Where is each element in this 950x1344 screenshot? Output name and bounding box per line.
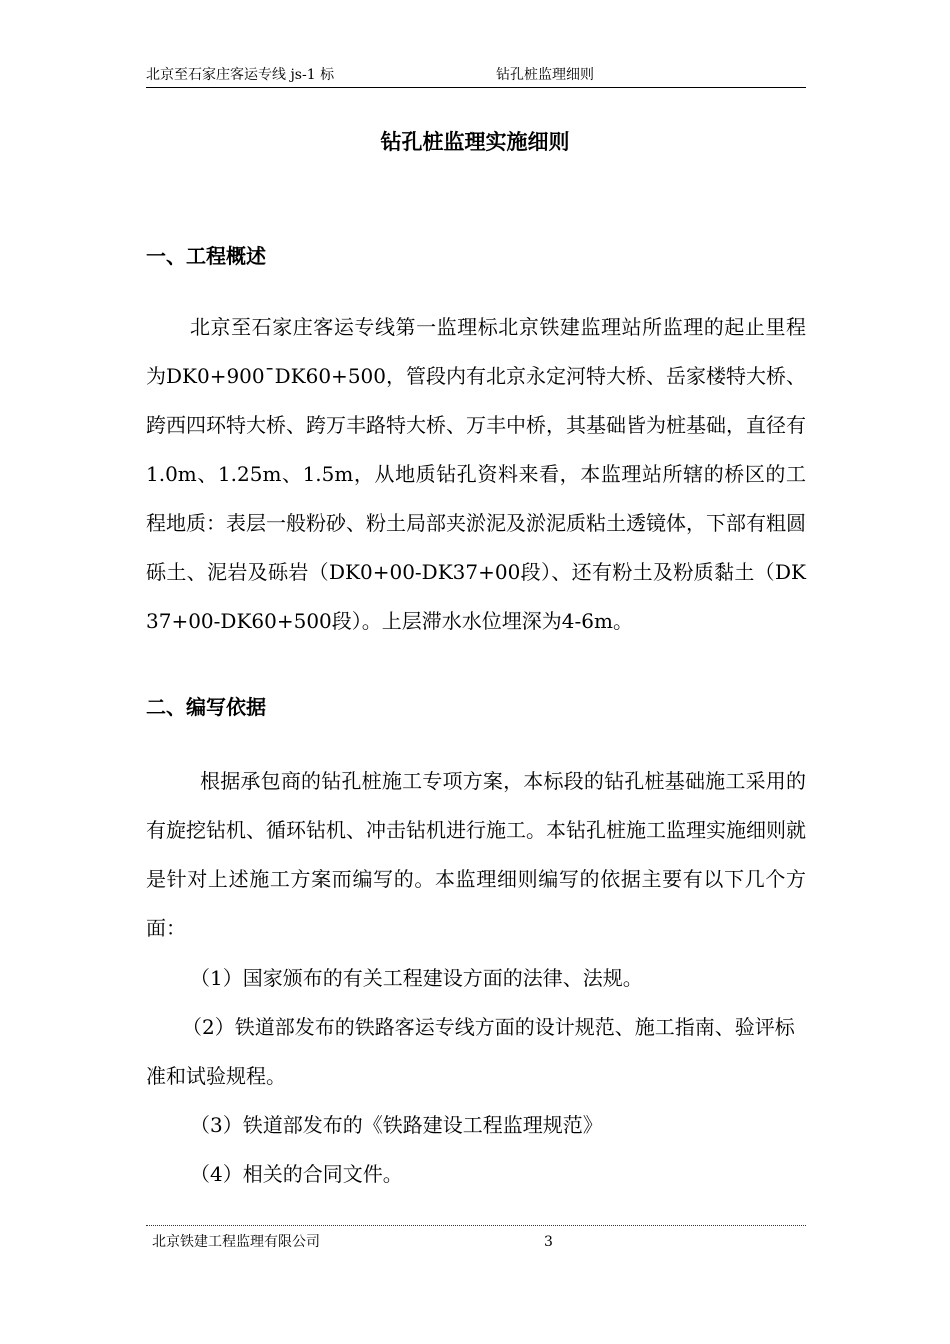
header-project-name: 北京至石家庄客运专线 js-1 标 <box>146 67 335 83</box>
basis-list-item: （3）铁道部发布的《铁路建设工程监理规范》 <box>190 1113 603 1137</box>
page-title: 钻孔桩监理实施细则 <box>380 129 570 154</box>
footer-company: 北京铁建工程监理有限公司 <box>152 1234 320 1250</box>
overview-paragraph: 北京至石家庄客运专线第一监理标北京铁建监理站所监理的起止里程为DK0+900¯DK60+500，管段内有北京永定河特大桥、岳家楼特大桥、跨西四环特大桥、跨万丰路特大桥、万丰中桥，其基础皆为桩基础，直径有1.0m、1.25m、1.5m，从地质钻孔资料来看，本监理站所辖的桥区的工程地质：表层一般粉砂、粉土局部夹淤泥及淤泥质粘土透镜体，下部有粗圆砾土、泥岩及砾岩（DK0+00-DK37+00段）、还有粉土及粉质黏土（DK37+00-DK60+500段）。上层滞水水位埋深为4-6m。 <box>146 315 806 633</box>
basis-list-item: （4）相关的合同文件。 <box>190 1162 403 1186</box>
header-document-name: 钻孔桩监理细则 <box>496 67 594 83</box>
header-rule <box>146 87 806 88</box>
section-heading-basis: 二、编写依据 <box>146 695 266 719</box>
basis-list-item: （2）铁道部发布的铁路客运专线方面的设计规范、施工指南、验评标准和试验规程。 <box>146 1015 795 1088</box>
basis-list-item: （1）国家颁布的有关工程建设方面的法律、法规。 <box>190 966 643 990</box>
basis-paragraph: 根据承包商的钻孔桩施工专项方案，本标段的钻孔桩基础施工采用的有旋挖钻机、循环钻机、冲击钻机进行施工。本钻孔桩施工监理实施细则就是针对上述施工方案而编写的。本监理细则编写的依据主要有以下几个方面： <box>146 769 806 940</box>
page-number: 3 <box>544 1234 553 1250</box>
footer-rule <box>146 1225 806 1226</box>
section-heading-overview: 一、工程概述 <box>146 244 266 268</box>
